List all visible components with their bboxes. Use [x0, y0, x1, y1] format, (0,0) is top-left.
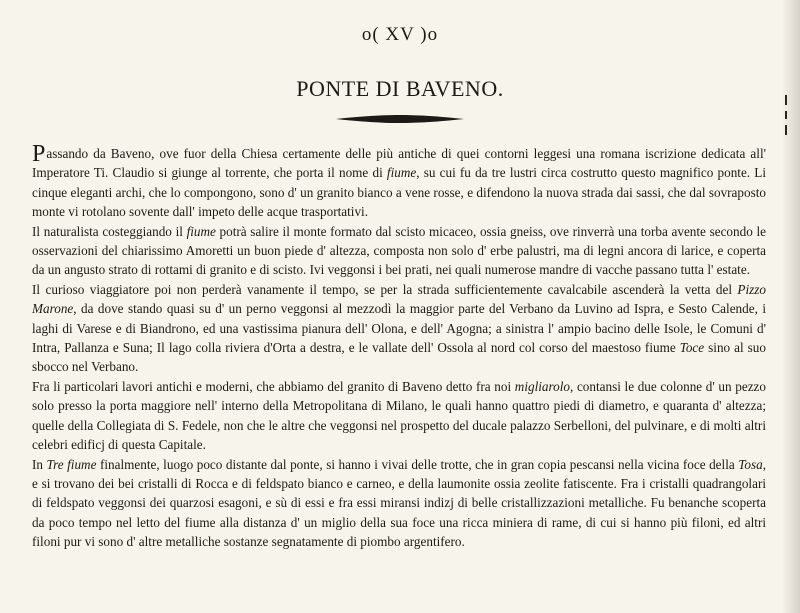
page-edge-shadow [782, 0, 800, 613]
text-run: potrà salire il monte formato dal scisto micaceo, ossia gneiss, ove rinverrà una torba avente secondo le osservazioni del chiarissimo Amoretti un buon piede d' altezza, composta non solo d' erbe palustri, ma di legni ancora di larice, e coperta da un angusto strato di rottami di granito e di scisto. Ivi veggonsi i bei prati, nei quali numerose mandre di vacche passano tutta l' estate. [32, 223, 766, 278]
text-run: finalmente, luogo poco distante dal ponte, si hanno i vivai delle trotte, che in gran copia pescansi nella vicina foce della [96, 456, 739, 472]
text-run: , e si trovano dei bei cristalli di Rocca e di feldspato bianco e carneo, e della laumonite ossia zeolite fatiscente. Fra i cristalli quadrangolari di feldspato veggonsi dei quarzosi esagoni, e sù di essi e fra essi miransi indizj di belle cristallizzazioni metalliche. Fu benanche scoperta da poco tempo nel letto del fiume alla distanza d' un miglio della sua foce una ricca miniera di rame, di cui si hanno più filoni, ed altri filoni pur vi sono d' altre metalliche sostanze segnatamente di piombo argentifero. [32, 456, 766, 550]
text-run: Fra li particolari lavori antichi e moderni, che abbiamo del granito di Baveno detto fra noi [32, 378, 515, 394]
page-edge-marks [784, 95, 788, 135]
text-run: Il curioso viaggiatore poi non perderà vanamente il tempo, se per la strada sufficientemente cavalcabile ascenderà la vetta del [32, 281, 738, 297]
text-run: sino al suo sbocco nel Verbano. [32, 340, 766, 375]
text-run: , su cui fu da tre lustri circa costrutto questo magnifico ponte. Li cinque eleganti archi, che lo compongono, sono d' un granito bianco a vene rosse, e difendono la nuova strada dai sassi, che dal sovraposto monte vi rotolano sovente dall' impeto delle acque trasportativi. [32, 165, 767, 220]
paragraph-4 [32, 377, 766, 455]
text-run: In [32, 456, 47, 472]
italic-term: Pizzo Marone [32, 281, 766, 317]
title-ornament-rule [334, 113, 466, 125]
italic-term: Toce [679, 340, 705, 356]
drop-cap: P [32, 141, 46, 167]
paragraph-1 [32, 141, 767, 222]
text-run: Il naturalista costeggiando il [32, 223, 187, 239]
italic-term: migliarolo [514, 378, 570, 394]
italic-term: fiume [186, 223, 216, 239]
article-body [32, 141, 767, 552]
page-number: o( XV )o [361, 24, 439, 45]
text-run: , contansi le due colonne d' un pezzo solo presso la porta maggiore nell' interno della Metropolitana di Milano, le quali hanno quattro piedi di diametro, e quaranta d' altezza; quelle della Collegiata di S. Fedele, non che le altre che veggonsi nel prospetto del ducale palazzo Serbelloni, del pulvinare, e di molti altri celebri edificj di questa Capitale. [32, 378, 766, 453]
paragraph-5 [32, 455, 766, 552]
italic-term: fiume [386, 165, 417, 181]
text-run: , da dove stando quasi su d' un perno veggonsi al mezzodì la maggior parte del Verbano da Luvino ad Ispra, e Sesto Calende, i laghi di Varese e di Biandrono, ed una vastissima pianura dell' Olona, e dell' Agogna; a sinistra l' ampio bacino delle Isole, le Comuni d' Intra, Pallanza e Suna; Il lago colla riviera d'Orta a destra, e le vallate dell' Ossola al nord col corso del maestoso fiume [32, 301, 766, 356]
italic-term: Tre fiume [46, 456, 97, 472]
text-run: assando da Baveno, ove fuor della Chiesa certamente delle più antiche di quei contorni leggesi una romana iscrizione dedicata all' Imperatore Ti. Claudio si giunge al torrente, che porta il nome di [32, 146, 766, 181]
page-title: PONTE DI BAVENO. [296, 76, 504, 101]
paragraph-2 [32, 222, 766, 280]
italic-term: Tosa [738, 456, 763, 472]
paragraph-3 [32, 280, 766, 377]
